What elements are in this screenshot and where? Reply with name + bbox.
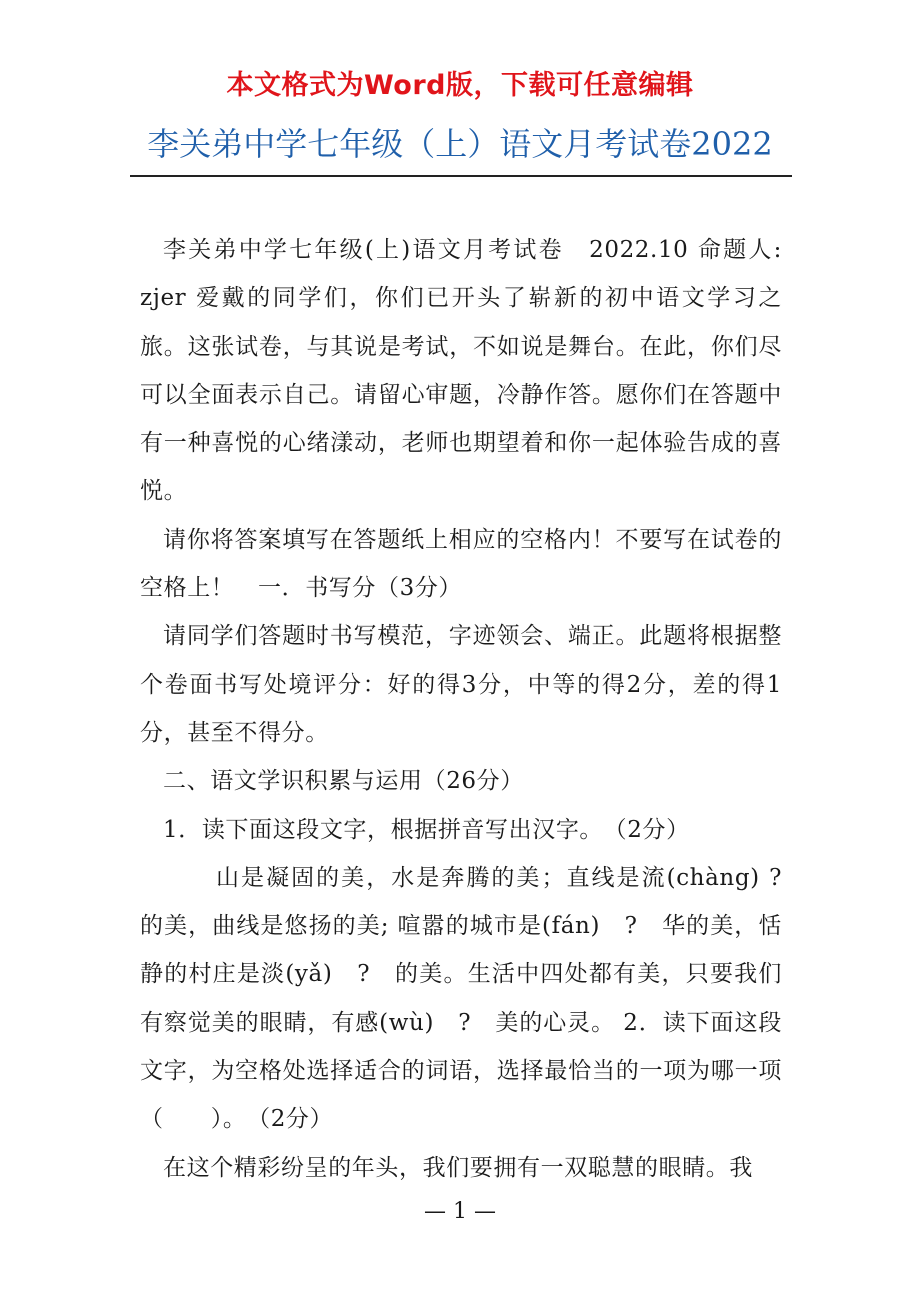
paragraph-handwriting: 请同学们答题时书写模范，字迹领会、端正。此题将根据整个卷面书写处境评分：好的得3分，中等的得2分，差的得1分，甚至不得分。 (140, 623, 782, 746)
document-body (140, 226, 782, 1192)
section-heading-two: 二、语文学识积累与运用（26分） (163, 768, 524, 795)
paragraph-instructions: 请你将答案填写在答题纸上相应的空格内！不要写在试卷的空格上！ 一．书写分（3分） (140, 526, 782, 602)
document-title: 李关弟中学七年级（上）语文月考试卷2022 (147, 125, 773, 163)
format-banner: 本文格式为Word版，下载可任意编辑 (226, 70, 694, 101)
page-number: — 1 — (424, 1199, 496, 1224)
question-two-passage: 在这个精彩纷呈的年头，我们要拥有一双聪慧的眼睛。我 (163, 1154, 753, 1181)
question-one-passage: 山是凝固的美，水是奔腾的美；直线是流(chàng) ? 的美，曲线是悠扬的美; 喧嚣的城市是(fán) ? 华的美，恬静的村庄是淡(yǎ) ? 的美。生活中四处都有美，只要我们有察觉美的眼睛，有感(wù) ? 美的心灵。 2．读下面这段文字，为空格处选择适合的词语，选择最恰当的一项为哪一项（ ）。 （2分） (140, 864, 782, 1133)
question-one: 1．读下面这段文字，根据拼音写出汉字。 （2分） (163, 816, 690, 843)
title-underline-divider (130, 175, 792, 177)
paragraph-intro: 李关弟中学七年级(上)语文月考试卷 2022.10 命题人: zjer 爱戴的同学们，你们已开头了崭新的初中语文学习之旅。这张试卷，与其说是考试，不如说是舞台。在此，你们尽可以全面表示自己。请留心审题，冷静作答。愿你们在答题中有一种喜悦的心绪漾动，老师也期望着和你一起体验告成的喜悦。 (140, 237, 782, 505)
